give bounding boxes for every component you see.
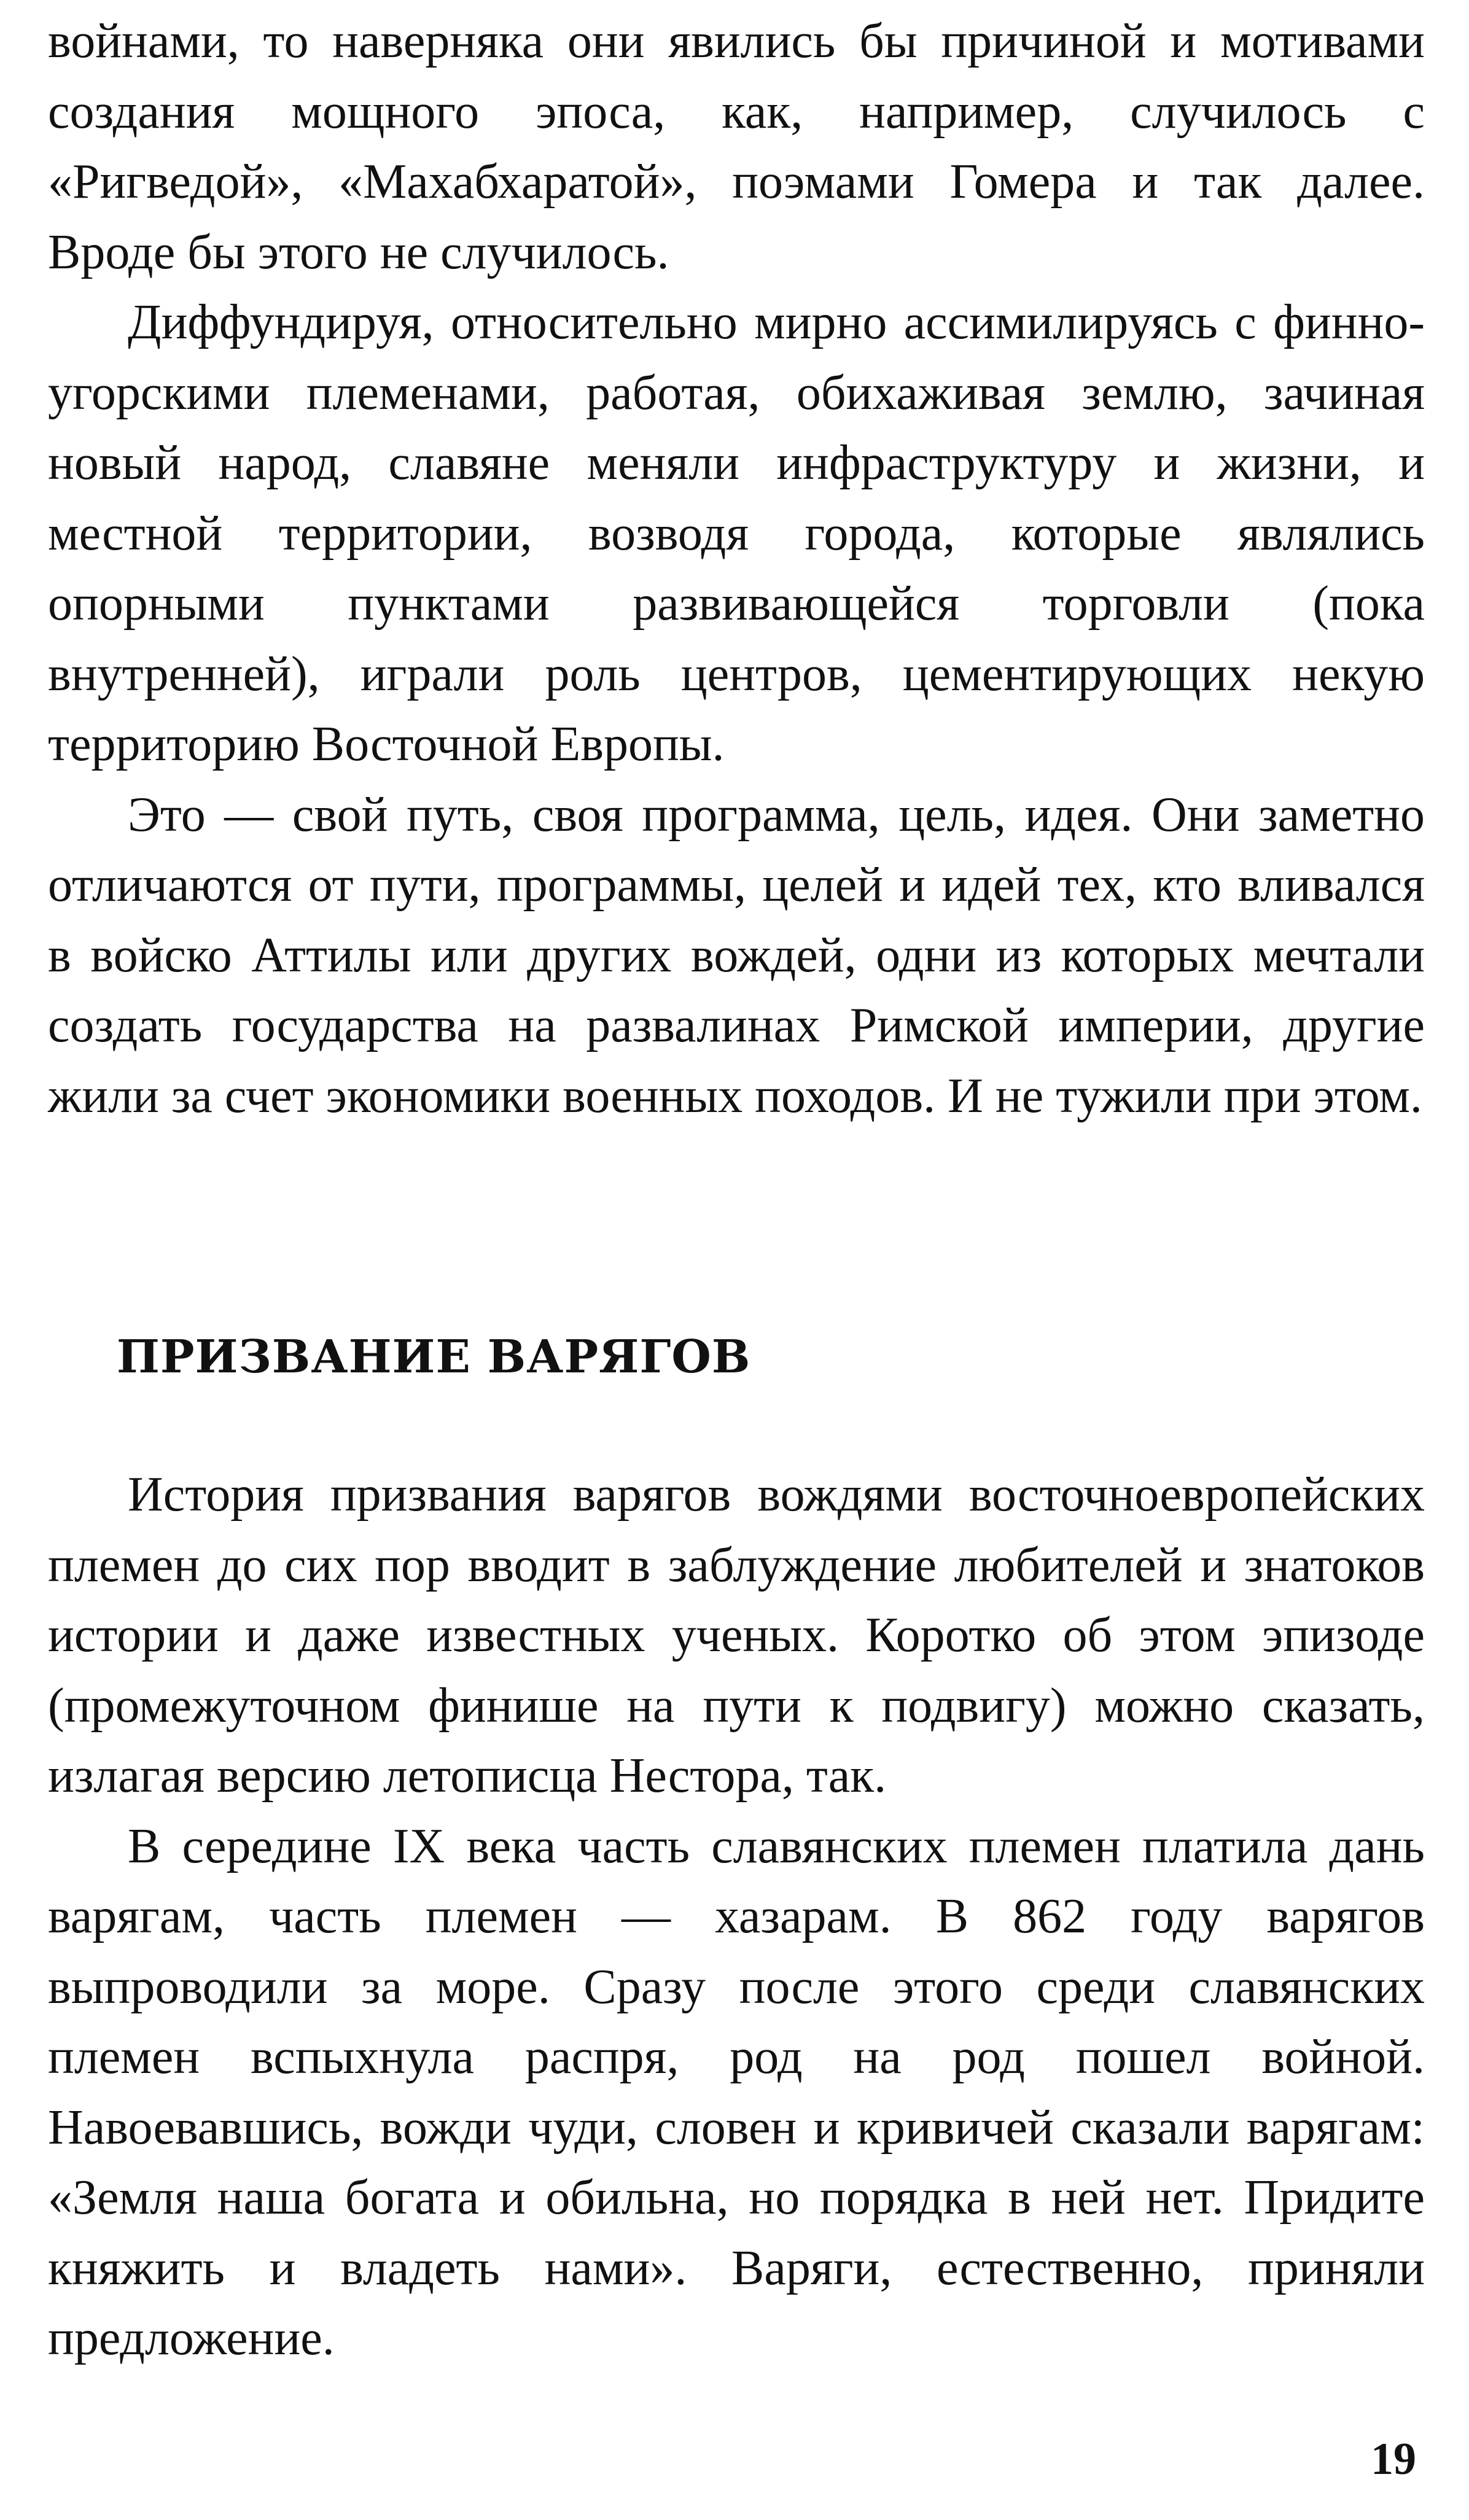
body-text-top xyxy=(48,6,1425,1131)
section-heading: ПРИЗВАНИЕ ВАРЯГОВ xyxy=(117,1331,751,1383)
paragraph: Это — свой путь, своя программа, цель, идея. Они заметно отличаются от пути, программы, целей и идей тех, кто вливался в войско Аттилы или других вождей, одни из которых мечтали создать государства на развалинах Римской империи, другие жили за счет экономики военных походов. И не тужили при этом. xyxy=(48,787,1425,1123)
paragraph: Диффундируя, относительно мирно ассимилируясь с финно-угорскими племенами, работая, обихаживая землю, зачиная новый народ, славяне меняли инфраструктуру и жизни, и местной территории, возводя города, которые являлись опорными пунктами развивающейся торговли (пока внутренней), играли роль центров, цементирующих некую территорию Восточной Европы. xyxy=(48,295,1425,771)
body-text-bottom xyxy=(48,1460,1425,2374)
paragraph: войнами, то наверняка они явились бы причиной и мотивами создания мощного эпоса, как, например, случилось с «Ригведой», «Махабхаратой», поэмами Гомера и так далее. Вроде бы этого не случилось. xyxy=(48,14,1425,279)
paragraph: История призвания варягов вождями восточноевропейских племен до сих пор вводит в заблуждение любителей и знатоков истории и даже известных ученых. Коротко об этом эпизоде (промежуточном финише на пути к подвигу) можно сказать, излагая версию летописца Нестора, так. xyxy=(48,1468,1425,1803)
page-number: 19 xyxy=(1371,2434,1416,2484)
paragraph: В середине IX века часть славянских племен платила дань варягам, часть племен — хазарам. В 862 году варягов выпроводили за море. Сразу после этого среди славянских племен вспыхнула распря, род на род пошел войной. Навоевавшись, вожди чуди, словен и кривичей сказали варягам: «Земля наша богата и обильна, но порядка в ней нет. Придите княжить и владеть нами». Варяги, естественно, приняли предложение. xyxy=(48,1819,1425,2365)
